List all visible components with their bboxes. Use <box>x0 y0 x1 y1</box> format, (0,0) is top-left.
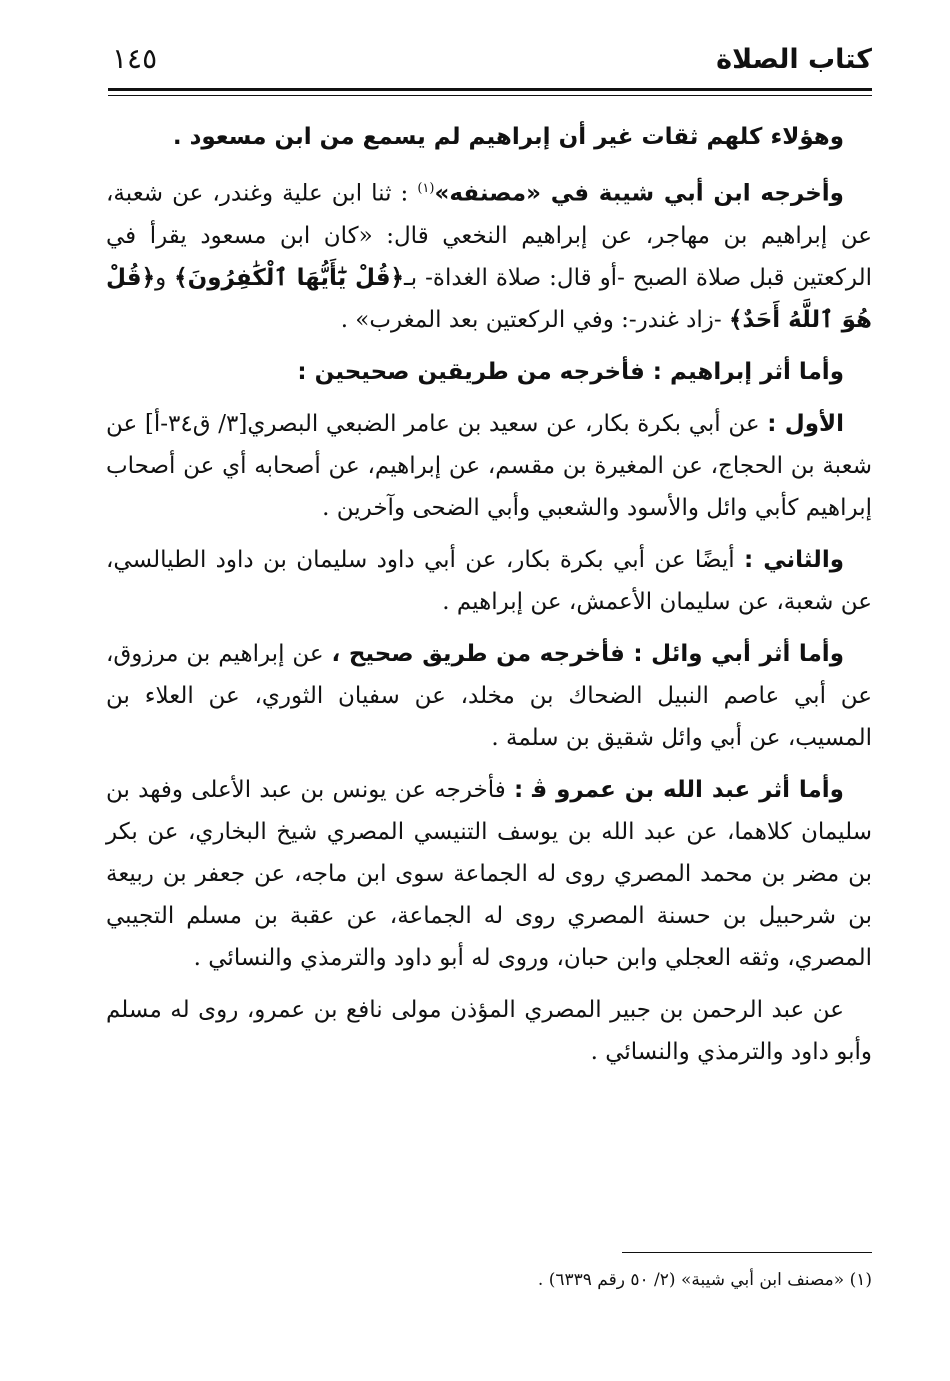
footnote-separator <box>622 1252 872 1253</box>
conjunction-text: و <box>155 264 175 291</box>
paragraph-tail: -زاد غندر-: وفي الركعتين بعد المغرب» . <box>340 306 729 333</box>
footnote: (١) «مصنف ابن أبي شيبة» (٢/ ٥٠ رقم ٦٣٣٩) . <box>537 1270 872 1290</box>
paragraph-lead: وهؤلاء كلهم ثقات غير أن إبراهيم لم يسمع من ابن مسعود . <box>172 124 844 150</box>
footnote-marker: (١) <box>417 181 435 196</box>
paragraph-abi-wail <box>106 633 872 759</box>
page-number: ١٤٥ <box>112 42 158 75</box>
paragraph-text: فأخرجه عن يونس بن عبد الأعلى وفهد بن سليمان كلاهما، عن عبد الله بن يوسف التنيسي المصري شيخ البخاري، عن بكر بن مضر بن محمد المصري روى له الجماعة سوى ابن ماجه، عن جعفر بن ربيعة بن شرحبيل بن حسنة المصري روى له الجماعة، عن عقبة بن مسلم التجيبي المصري، وثقه العجلي وابن حبان، وروى له أبو داود والترمذي والنسائي . <box>106 776 872 971</box>
quran-verse-kafirun: ﴿قُلْ يَٰٓأَيُّهَا ٱلْكَٰفِرُونَ﴾ <box>174 264 405 291</box>
paragraph-text: عن عبد الرحمن بن جبير المصري المؤذن مولى نافع بن عمرو، روى له مسلم وأبو داود والترمذي والنسائي . <box>106 996 872 1065</box>
paragraph-narrators <box>106 116 872 158</box>
quran-verse-ikhlas: ﴿قُلْ هُوَ ٱللَّهُ أَحَدٌ﴾ <box>106 264 872 333</box>
page-body <box>106 116 872 1083</box>
paragraph-abdullah-ibn-amr <box>106 769 872 979</box>
header-rule-thick <box>108 88 872 91</box>
paragraph-second-route <box>106 539 872 623</box>
paragraph-lead: وأما أثر إبراهيم : فأخرجه من طريقين صحيحين : <box>297 358 844 385</box>
chapter-title: كتاب الصلاة <box>716 44 872 75</box>
paragraph-first-route <box>106 403 872 529</box>
paragraph-lead: وأما أثر أبي وائل : فأخرجه من طريق صحيح ، <box>331 640 844 667</box>
paragraph-lead: الأول : <box>767 410 845 437</box>
paragraph-text: عن أبي بكرة بكار، عن سعيد بن عامر الضبعي البصري[٣/ ق٣٤-أ] عن شعبة بن الحجاج، عن المغيرة بن مقسم، عن إبراهيم، عن أصحابه أي عن أصحاب إبراهيم كأبي وائل والأسود والشعبي وأبي الضحى وآخرين . <box>106 410 872 521</box>
paragraph-lead: وأخرجه ابن أبي شيبة في «مصنفه» <box>434 180 844 207</box>
header-rule-thin <box>108 95 872 96</box>
paragraph-lead: والثاني : <box>744 546 845 573</box>
paragraph-text: أيضًا عن أبي بكرة بكار، عن أبي داود سليمان بن داود الطيالسي، عن شعبة، عن سليمان الأعمش، عن إبراهيم . <box>106 546 872 615</box>
page-header <box>112 40 872 86</box>
paragraph-text: : ثنا ابن علية وغندر، عن شعبة، عن إبراهيم بن مهاجر، عن إبراهيم النخعي قال: «كان ابن مسعود يقرأ في الركعتين قبل صلاة الصبح -أو قال: صلاة الغداة- بـ <box>106 180 872 291</box>
paragraph-lead: وأما أثر عبد الله بن عمرو ﭬ : <box>513 776 844 803</box>
paragraph-ibrahim-athar <box>106 351 872 393</box>
paragraph-abdulrahman <box>106 989 872 1073</box>
paragraph-text: عن إبراهيم بن مرزوق، عن أبي عاصم النبيل الضحاك بن مخلد، عن سفيان الثوري، عن العلاء بن المسيب، عن أبي وائل شقيق بن سلمة . <box>106 640 872 751</box>
paragraph-ibn-abi-shaybah <box>106 168 872 341</box>
